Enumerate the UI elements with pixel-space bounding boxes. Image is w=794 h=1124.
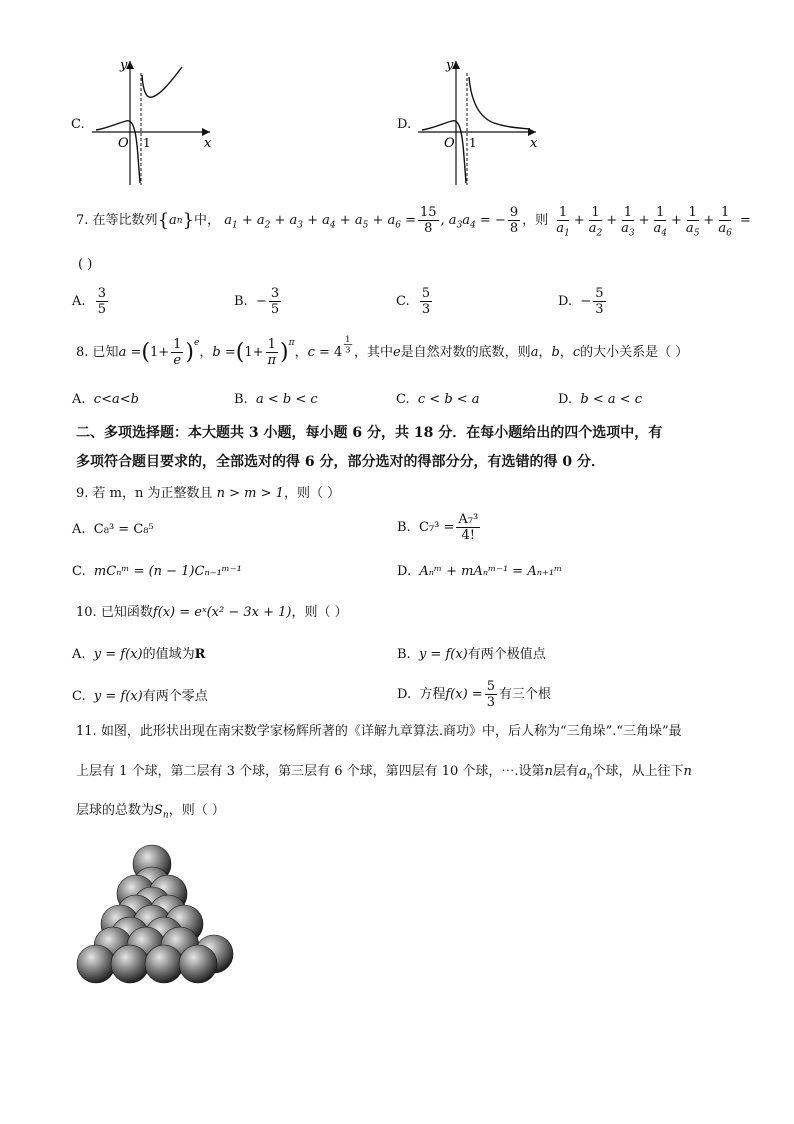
- q8-a: a: [118, 344, 127, 360]
- option-c-label[interactable]: C.: [71, 117, 85, 132]
- graph-c-x-label: x: [204, 136, 212, 151]
- q7-reciprocal-a3: $\frac{1}{a_3}$: [621, 205, 635, 239]
- q7-reciprocal-sum: $\frac{1}{a_1}$ + $\frac{1}{a_2}$ + $\frac{1}{a_3}$ + $\frac{1}{a_4}$ + $\frac{1}{a_5}$ + $\frac{1}{a_6}$: [556, 205, 732, 239]
- q8-number: 8.: [76, 344, 89, 360]
- option-d-label[interactable]: D.: [397, 117, 412, 132]
- q7-reciprocal-a5: $\frac{1}{a_5}$: [685, 205, 700, 239]
- graph-c: [88, 55, 218, 190]
- q9-option-d[interactable]: D. Aₙᵐ + mAₙᵐ⁻¹ = Aₙ₊₁ᵐ: [397, 564, 563, 579]
- q9-option-a[interactable]: A. C₈³ = C₈⁵: [72, 522, 154, 537]
- q8-b-frac: $\frac{1}{\pi}$: [267, 337, 277, 368]
- q10-option-c[interactable]: C. y = f(x)有两个零点: [72, 689, 208, 704]
- q7-options: [72, 286, 632, 322]
- q7-option-label: A.: [72, 293, 94, 309]
- q7-then: ，则: [522, 212, 549, 228]
- q10-d-frac: $\frac{5}{3}$: [486, 679, 495, 710]
- graph-c-left-curve: [96, 121, 140, 183]
- ball: [111, 945, 149, 983]
- graph-c-x-arrow: [202, 128, 210, 136]
- q8-a-frac: $\frac{1}{e}$: [173, 337, 182, 368]
- q8-stem: 8. 已知 a = ( 1 + $\frac{1}{e}$ ) $^e$ ， b = ( 1 + $\frac{1}{\pi}$ ) $^\pi$ ， c = 4 $\frac{1}{3}$ ，其中 e 是自然对数的底数，则 a ， b ， c 的大小关系是（ ）: [76, 334, 689, 368]
- q11-line1: 11. 如图，此形状出现在南宋数学家杨辉所著的《详解九章算法.商功》中，后人称为“三角垛”.“三角垛”最: [76, 724, 682, 739]
- q7-option-b[interactable]: B. − $\frac{3}{5}$: [234, 286, 280, 317]
- q7-option-frac: $\frac{5}{3}$: [421, 286, 431, 317]
- graph-d-left-curve: [422, 121, 466, 183]
- graph-d-origin: O: [444, 136, 455, 151]
- q7-reciprocal-a1: $\frac{1}{a_1}$: [556, 205, 570, 239]
- q8-c-exponent: $\frac{1}{3}$: [345, 334, 351, 355]
- section2-line1: 二、多项选择题：本大题共 3 小题，每小题 6 分，共 18 分．在每小题给出的四个选项中，有: [76, 425, 663, 441]
- q7-option-label: B.: [234, 293, 256, 309]
- q9-stem: 9. 若 m，n 为正整数且 n > m > 1，则（ ）: [76, 486, 341, 501]
- q7-reciprocal-a2: $\frac{1}{a_2}$: [588, 205, 603, 239]
- q8-known: 已知: [92, 344, 119, 360]
- graph-c-y-label: y: [120, 58, 128, 73]
- q7-option-frac: $\frac{3}{5}$: [270, 286, 280, 317]
- q7-seq-name: a: [169, 212, 177, 228]
- q7-number: 7.: [76, 212, 89, 228]
- q8-c: c: [307, 344, 315, 360]
- q7-option-c[interactable]: [396, 286, 434, 317]
- q7-option-d[interactable]: D. − $\frac{5}{3}$: [558, 286, 604, 317]
- graph-d-x-label: x: [530, 136, 538, 151]
- q8-b: b: [212, 344, 221, 360]
- q10-option-d[interactable]: D. 方程 f(x) = $\frac{5}{3}$ 有三个根: [397, 679, 551, 710]
- q7-option-a[interactable]: [72, 286, 110, 317]
- ball: [145, 945, 183, 983]
- ball: [179, 945, 217, 983]
- q7-answer-paren: ( ): [78, 257, 93, 272]
- q8-c-base: 4: [334, 344, 343, 360]
- q9-b-frac: $\frac{\text{A₇³}}{4!}$: [458, 512, 479, 543]
- q7-prod-frac: $\frac{9}{8}$: [509, 205, 519, 236]
- q7-option-frac: $\frac{3}{5}$: [97, 286, 107, 317]
- q10-option-a[interactable]: A. y = f(x)的值域为R: [72, 647, 206, 662]
- q8-option-a[interactable]: A. c<a<b: [72, 392, 139, 407]
- q7-option-label: C.: [396, 293, 418, 309]
- q10-stem: 10. 已知函数f(x) = eˣ(x² − 3x + 1)，则（ ）: [76, 605, 348, 620]
- q7-sum-lhs: $a_1 + a_2 + a_3 + a_4 + a_5 + a_6$ =: [224, 212, 416, 231]
- graph-d-tick-one: 1: [469, 136, 477, 150]
- graph-d-right-curve: [469, 77, 530, 129]
- q8-options: [72, 391, 643, 411]
- q7-option-frac: $\frac{5}{3}$: [595, 286, 604, 317]
- q11-line3: 层球的总数为$S_n$，则（ ）: [76, 803, 225, 821]
- graph-c-tick-one: 1: [143, 136, 151, 150]
- q10-option-b[interactable]: B. y = f(x)有两个极值点: [397, 647, 546, 662]
- q8-option-b[interactable]: B. a < b < c: [234, 392, 318, 407]
- ball: [77, 945, 115, 983]
- q7-stem: 7. 在等比数列 { a n } 中， $a_1 + a_2 + a_3 + a_4 + a_5 + a_6$ = $\frac{15}{8}$ , $a_3a_4$ = − $\frac{9}{8}$ ，则 $\frac{1}{a_1}$ + $\frac{1}{a_2}$ + $\frac{1}{a_3}$ + $\frac{1}{a_4}$ + $\frac{1}{a_5}$ + $\frac{1}{a_6}$ =: [76, 205, 751, 239]
- q7-option-label: D.: [558, 293, 581, 309]
- q7-sum-frac: $\frac{15}{8}$: [420, 205, 437, 236]
- q11-line2: 上层有 1 个球，第二层有 3 个球，第三层有 6 个球，第四层有 10 个球，⋯.设第n层有$a_n$个球，从上往下n: [76, 764, 692, 782]
- graph-c-right-curve: [142, 67, 182, 97]
- q7-prod-lhs: , $a_3a_4$ = −: [440, 212, 506, 231]
- triangular-pile-figure: [68, 836, 242, 996]
- q7-stem-intro: 在等比数列: [92, 212, 158, 228]
- q9-option-c[interactable]: C. mCₙᵐ = (n − 1)Cₙ₋₁ᵐ⁻¹: [72, 564, 242, 579]
- graph-d-y-label: y: [446, 58, 454, 73]
- graph-c-origin: O: [118, 136, 129, 151]
- q7-reciprocal-a6: $\frac{1}{a_6}$: [718, 205, 732, 239]
- q8-option-c[interactable]: C. c < b < a: [396, 392, 480, 407]
- graph-d: [414, 55, 544, 190]
- q7-reciprocal-a4: $\frac{1}{a_4}$: [653, 205, 668, 239]
- q7-stem-mid: 中，: [194, 212, 221, 228]
- q8-option-d[interactable]: D. b < a < c: [558, 392, 643, 407]
- q9-option-b[interactable]: B. C₇³ = $\frac{\text{A₇³}}{4!}$: [397, 512, 479, 543]
- section2-line2: 多项符合题目要求的，全部选对的得 6 分，部分选对的得部分分，有选错的得 0 分．: [76, 454, 605, 470]
